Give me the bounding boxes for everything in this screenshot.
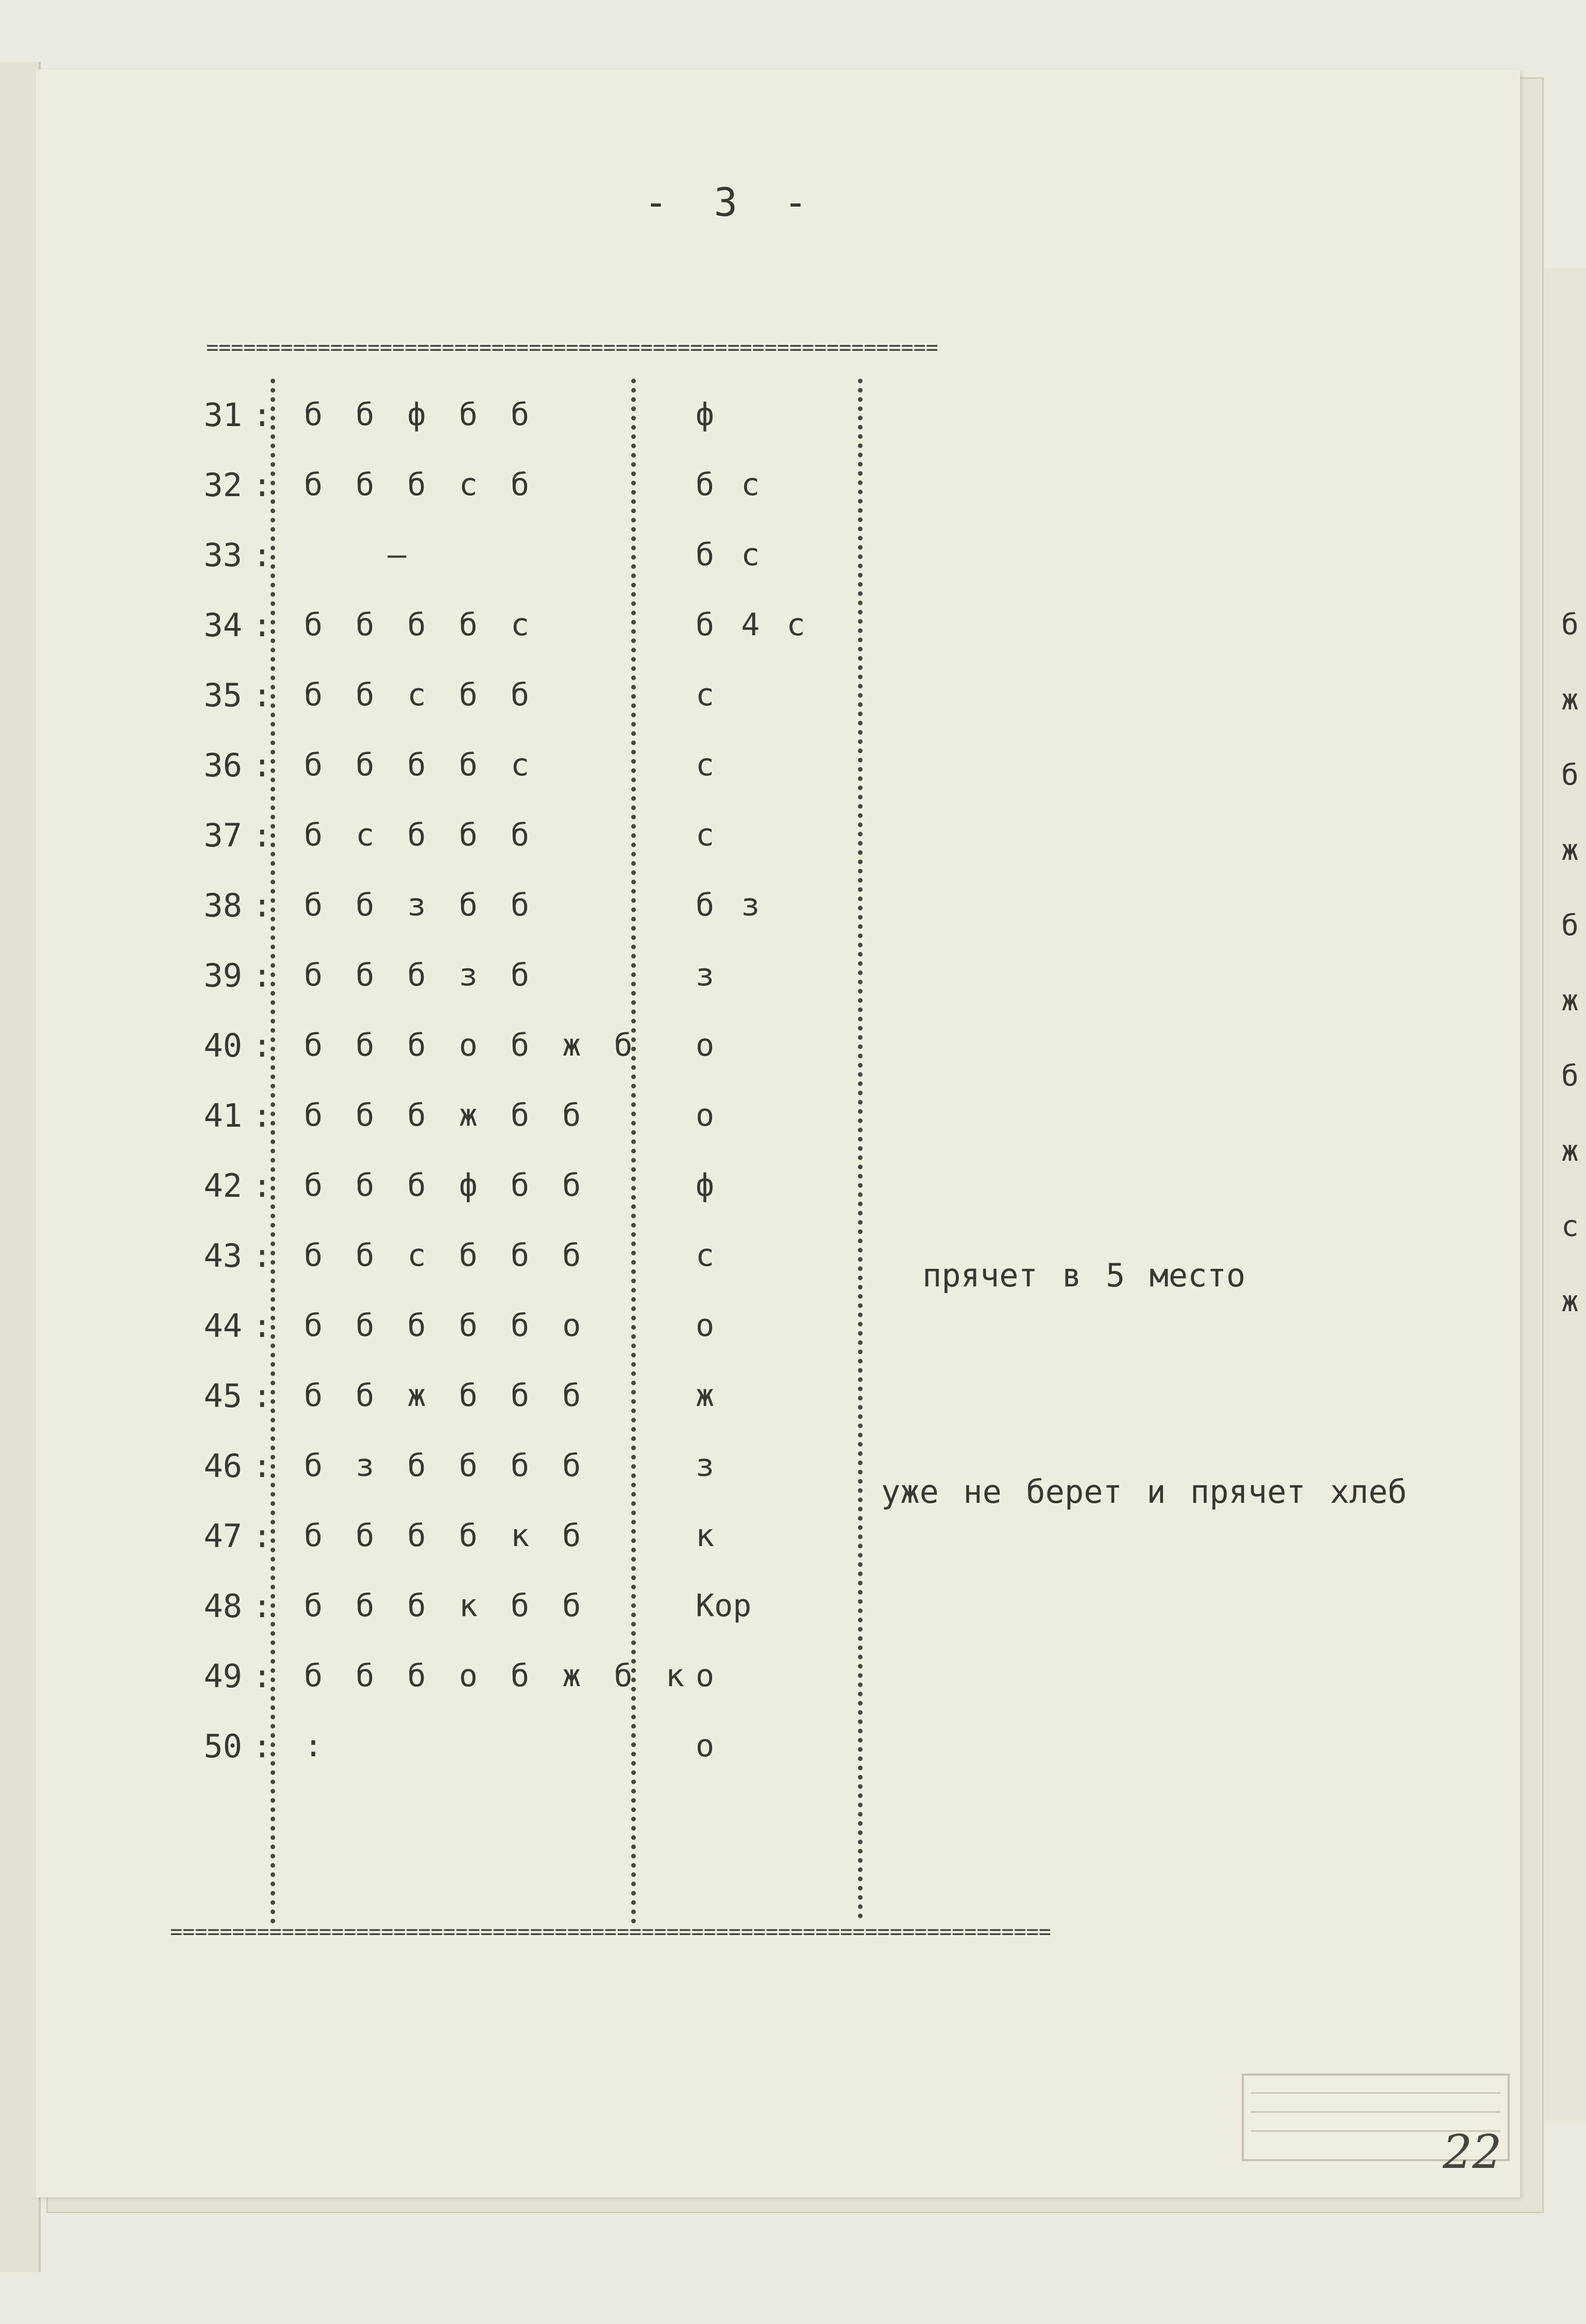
row-outcome: о xyxy=(696,1308,715,1344)
row-outcome: б с xyxy=(696,467,760,503)
note-row-43: прячет в 5 место xyxy=(922,1257,1246,1294)
row-colon: : xyxy=(252,957,272,994)
row-outcome: б 4 с xyxy=(696,607,805,643)
bottom-rule: ======================================================================= xyxy=(170,1922,1051,1942)
row-number: 42 xyxy=(204,1167,242,1205)
row-number: 47 xyxy=(204,1517,242,1555)
row-colon: : xyxy=(252,396,272,434)
row-outcome: к xyxy=(696,1518,715,1554)
row-sequence: б б б о б ж б к xyxy=(304,1658,689,1694)
adjacent-letter: ж xyxy=(1561,683,1579,717)
row-outcome: с xyxy=(696,817,715,853)
row-outcome: о xyxy=(696,1658,715,1694)
row-outcome: з xyxy=(696,1448,715,1484)
row-colon: : xyxy=(252,1237,272,1275)
row-number: 50 xyxy=(204,1727,242,1765)
row-outcome: Кор xyxy=(696,1588,752,1624)
row-colon: : xyxy=(252,817,272,854)
row-number: 33 xyxy=(204,536,242,574)
row-outcome: о xyxy=(696,1097,715,1133)
adjacent-letter: ж xyxy=(1561,834,1579,867)
row-number: 36 xyxy=(204,747,242,784)
row-number: 38 xyxy=(204,887,242,924)
row-number: 45 xyxy=(204,1377,242,1415)
row-sequence: б б б б с xyxy=(304,747,535,783)
row-number: 48 xyxy=(204,1587,242,1625)
row-sequence: б б б б с xyxy=(304,607,535,643)
adjacent-letter: б xyxy=(1561,1059,1579,1093)
adjacent-letter: б xyxy=(1561,608,1579,641)
row-sequence: : xyxy=(304,1728,328,1764)
row-colon: : xyxy=(252,1657,272,1695)
row-number: 37 xyxy=(204,817,242,854)
top-rule: =========================================================== xyxy=(206,337,938,358)
row-sequence: б б б к б б xyxy=(304,1588,586,1624)
row-number: 35 xyxy=(204,676,242,714)
row-colon: : xyxy=(252,1097,272,1134)
dotted-separator-3 xyxy=(858,379,863,1919)
row-colon: : xyxy=(252,1447,272,1485)
row-sequence: б с б б б xyxy=(304,817,535,853)
row-sequence: б б з б б xyxy=(304,887,535,923)
page-number: - 3 - xyxy=(644,179,819,225)
row-outcome: б с xyxy=(696,537,760,573)
document-page xyxy=(36,70,1520,2197)
row-outcome: о xyxy=(696,1027,715,1063)
row-colon: : xyxy=(252,1587,272,1625)
adjacent-letter: ж xyxy=(1561,1285,1579,1318)
row-number: 49 xyxy=(204,1657,242,1695)
row-colon: : xyxy=(252,536,272,574)
row-colon: : xyxy=(252,887,272,924)
row-number: 44 xyxy=(204,1307,242,1345)
row-number: 40 xyxy=(204,1027,242,1064)
row-colon: : xyxy=(252,1307,272,1345)
row-outcome: ж xyxy=(696,1378,715,1414)
row-sequence: б з б б б б xyxy=(304,1448,586,1484)
row-colon: : xyxy=(252,1027,272,1064)
row-number: 39 xyxy=(204,957,242,994)
note-row-46: уже не берет и прячет хлеб xyxy=(881,1473,1407,1511)
row-colon: : xyxy=(252,466,272,504)
row-sequence: б б с б б б xyxy=(304,1237,586,1274)
adjacent-letter: б xyxy=(1561,909,1579,942)
row-sequence: б б ф б б xyxy=(304,397,535,433)
row-outcome: о xyxy=(696,1728,715,1764)
row-colon: : xyxy=(252,747,272,784)
handwritten-page-number: 22 xyxy=(1443,2125,1502,2179)
row-number: 32 xyxy=(204,466,242,504)
row-colon: : xyxy=(252,1727,272,1765)
row-colon: : xyxy=(252,606,272,644)
row-sequence: б б б о б ж б xyxy=(304,1027,638,1063)
row-sequence: б б б з б xyxy=(304,957,535,993)
row-sequence: – xyxy=(304,537,412,573)
adjacent-letter: б xyxy=(1561,758,1579,792)
row-sequence: б б б б к б xyxy=(304,1518,586,1554)
adjacent-letter: ж xyxy=(1561,1134,1579,1168)
row-outcome: с xyxy=(696,677,715,713)
row-number: 41 xyxy=(204,1097,242,1134)
row-outcome: с xyxy=(696,1237,715,1274)
row-sequence: б б б ф б б xyxy=(304,1167,586,1203)
row-outcome: ф xyxy=(696,397,715,433)
row-colon: : xyxy=(252,676,272,714)
row-number: 43 xyxy=(204,1237,242,1275)
row-outcome: ф xyxy=(696,1167,715,1203)
row-number: 34 xyxy=(204,606,242,644)
row-outcome: з xyxy=(696,957,715,993)
row-sequence: б б б ж б б xyxy=(304,1097,586,1133)
row-outcome: с xyxy=(696,747,715,783)
row-sequence: б б с б б xyxy=(304,677,535,713)
adjacent-letter: с xyxy=(1561,1210,1579,1243)
row-number: 31 xyxy=(204,396,242,434)
left-adjacent-sheet xyxy=(0,62,41,2272)
row-outcome: б з xyxy=(696,887,760,923)
row-colon: : xyxy=(252,1517,272,1555)
row-colon: : xyxy=(252,1167,272,1205)
row-colon: : xyxy=(252,1377,272,1415)
adjacent-letter: ж xyxy=(1561,984,1579,1017)
row-sequence: б б ж б б б xyxy=(304,1378,586,1414)
row-number: 46 xyxy=(204,1447,242,1485)
row-sequence: б б б с б xyxy=(304,467,535,503)
row-sequence: б б б б б о xyxy=(304,1308,586,1344)
